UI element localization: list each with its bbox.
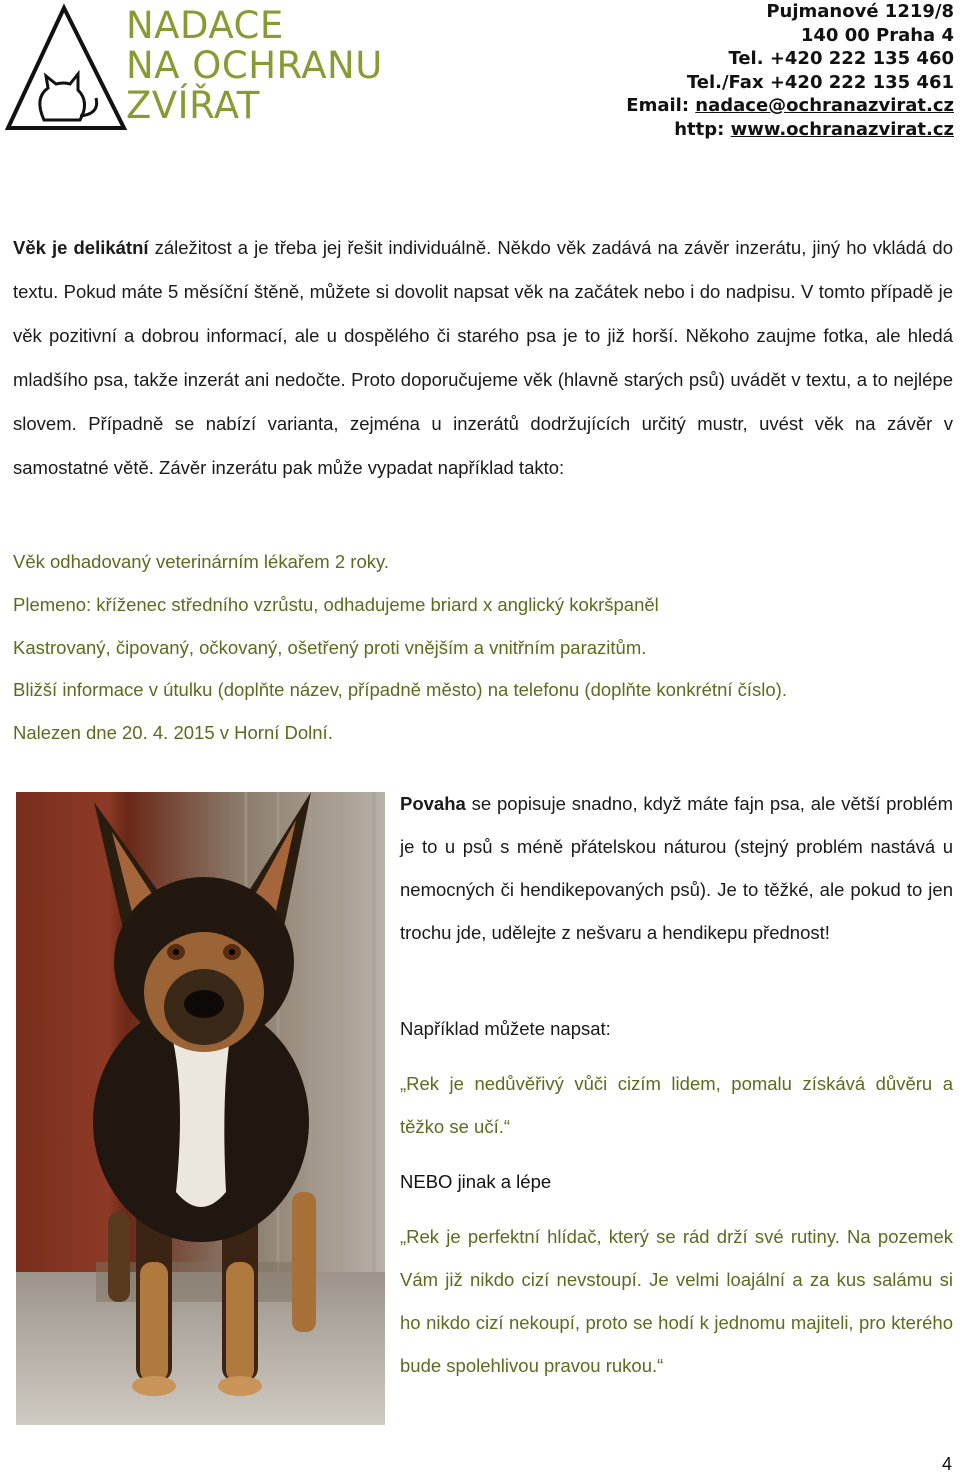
age-paragraph [13,226,953,490]
fax: Tel./Fax +420 222 135 461 [686,71,954,93]
or-better-text: NEBO jinak a lépe [400,1171,552,1192]
logo-wordmark: NADACE NA OCHRANU ZVÍŘAT [126,4,383,127]
address-street: Pujmanové 1219/8 [766,1,954,22]
example-line-contact: Bližší informace v útulku (doplňte název, případně město) na telefonu (doplňte konkrétní číslo). [13,679,787,700]
web-link[interactable]: www.ochranazvirat.cz [730,118,954,140]
age-text: záležitost a je třeba jej řešit individuálně. Někdo věk zadává na závěr inzerátu, jiný ho vkládá do textu. Pokud máte 5 měsíční štěně, můžete si dovolit napsat věk na začátek nebo i do nadpisu. V tomto případě je věk pozitivní a dobrou informací, ale u dospělého či starého psa je to již horší. Někoho zaujme fotka, ale hledá mladšího psa, takže inzerát ani nedočte. Proto doporučujeme věk (hlavně starých psů) uvádět v textu, a to nejlépe slovem. Případně se nabízí varianta, zejména u inzerátů dodržujících určitý mustr, uvést věk na závěr v samostatné větě. Závěr inzerátu pak může vypadat například takto: [13,237,953,478]
quote-negative: „Rek je nedůvěřivý vůči cizím lidem, pomalu získává důvěru a těžko se učí.“ [400,1073,953,1137]
phone: Tel. +420 222 135 460 [728,48,954,69]
address-city: 140 00 Praha 4 [800,24,954,46]
email-link[interactable]: nadace@ochranazvirat.cz [695,95,954,116]
example-line-found: Nalezen dne 20. 4. 2015 v Horní Dolní. [13,722,333,743]
web-row: http: www.ochranazvirat.cz [674,118,954,140]
email-row: Email: nadace@ochranazvirat.cz [626,95,954,116]
character-text: se popisuje snadno, když máte fajn psa, ale větší problém je to u psů s méně přátelskou náturou (stejný problém nastává u nemocných či hendikepovaných psů). Je to těžké, ale pokud to jen trochu jde, udělejte z nešvaru a hendikepu přednost! [400,793,953,943]
quote-positive: „Rek je perfektní hlídač, který se rád drží své rutiny. Na pozemek Vám již nikdo cizí nevstoupí. Je velmi loajální a za kus salámu si ho nikdo cizí nekoupí, proto se hodí k jednomu majiteli, pro kterého bude spolehlivou pravou rukou.“ [400,1226,953,1376]
example-line-age: Věk odhadovaný veterinárním lékařem 2 roky. [13,551,390,572]
character-paragraph [400,782,953,954]
example-line-health: Kastrovaný, čipovaný, očkovaný, ošetřený proti vnějším a vnitřním parazitům. [13,637,647,658]
contact-block [626,0,954,141]
character-heading: Povaha [400,793,466,814]
page-number: 4 [941,1454,952,1474]
foundation-logo [4,2,384,134]
character-example-intro: Například můžete napsat: [400,1018,611,1039]
example-line-breed: Plemeno: kříženec středního vzrůstu, odhadujeme briard x anglický kokršpaněl [13,594,659,615]
triangle-cat-logo-icon [4,2,134,134]
dog-photo [16,792,385,1425]
age-heading: Věk je delikátní [13,237,149,258]
